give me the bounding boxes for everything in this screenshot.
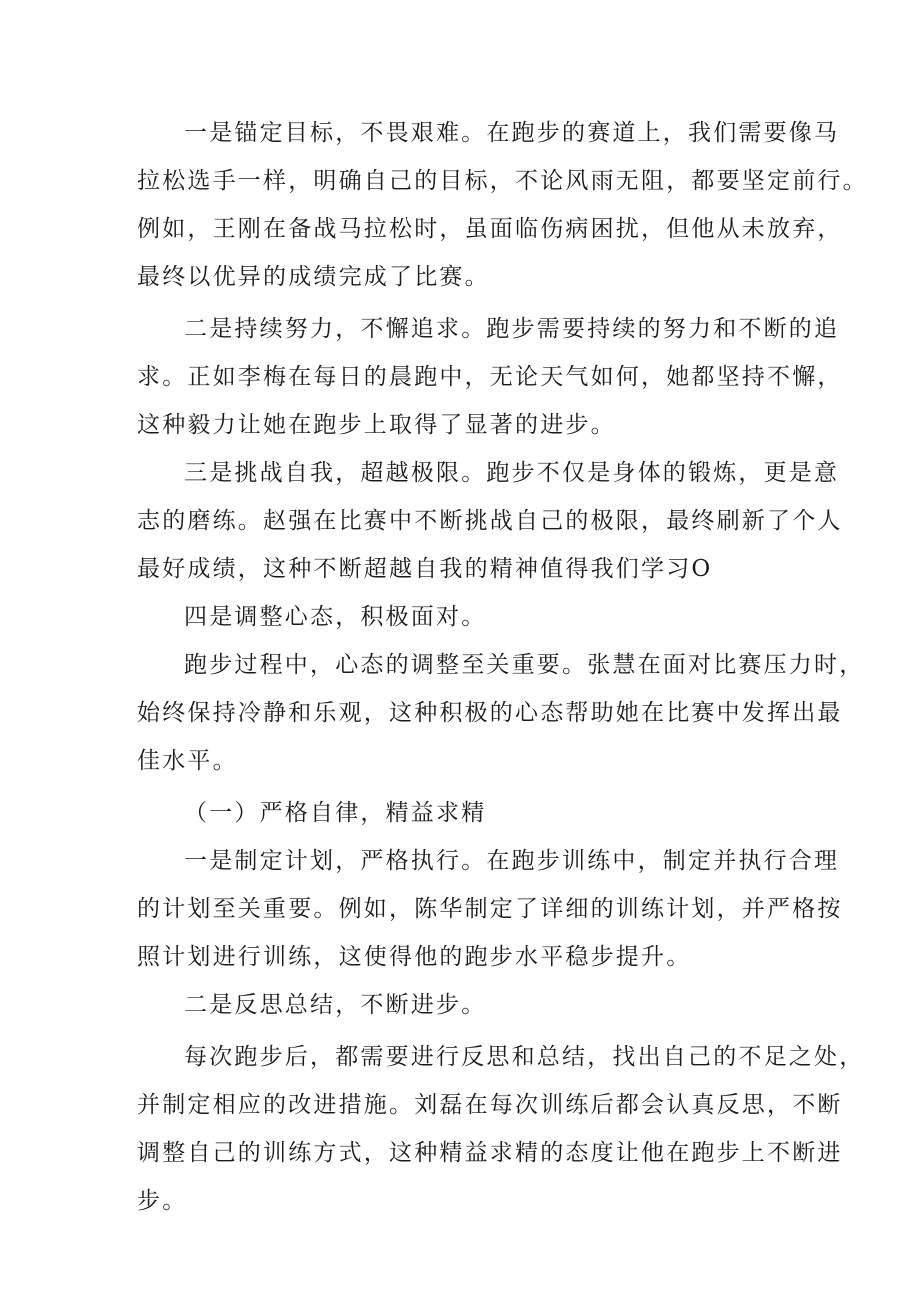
paragraph-5-line-2: 始终保持冷静和乐观，这种积极的心态帮助她在比赛中发挥出最 [137,700,843,726]
paragraph-2-line-1: 二是持续努力，不懈追求。跑步需要持续的努力和不断的追 [184,316,840,342]
paragraph-5-line-1: 跑步过程中，心态的调整至关重要。张慧在面对比赛压力时， [184,652,865,678]
section-heading: （一）严格自律，精益求精 [184,800,487,826]
paragraph-6-line-3: 照计划进行训练，这使得他的跑步水平稳步提升。 [137,944,692,970]
paragraph-3-line-3: 最好成绩，这种不断超越自我的精神值得我们学习O [137,556,713,582]
paragraph-1-line-1: 一是锚定目标，不畏艰难。在跑步的赛道上，我们需要像马 [184,120,840,146]
paragraph-4-heading: 四是调整心态，积极面对。 [184,604,487,630]
paragraph-1-line-4: 最终以优异的成绩完成了比赛。 [137,264,490,290]
paragraph-3-line-2: 志的磨练。赵强在比赛中不断挑战自己的极限，最终刷新了个人 [137,508,843,534]
paragraph-3-line-1: 三是挑战自我，超越极限。跑步不仅是身体的锻炼，更是意 [184,460,840,486]
paragraph-2-line-3: 这种毅力让她在跑步上取得了显著的进步。 [137,412,616,438]
paragraph-1-line-2: 拉松选手一样，明确自己的目标，不论风雨无阻，都要坚定前行。 [137,168,868,194]
paragraph-8-line-2: 并制定相应的改进措施。刘磊在每次训练后都会认真反思，不断 [137,1092,843,1118]
paragraph-6-line-2: 的计划至关重要。例如，陈华制定了详细的训练计划，并严格按 [137,896,843,922]
paragraph-7-heading: 二是反思总结，不断进步。 [184,992,487,1018]
paragraph-1-line-3: 例如，王刚在备战马拉松时，虽面临伤病困扰，但他从未放弃， [137,216,843,242]
paragraph-6-line-1: 一是制定计划，严格执行。在跑步训练中，制定并执行合理 [184,848,840,874]
paragraph-5-line-3: 佳水平。 [137,748,238,774]
paragraph-8-line-3: 调整自己的训练方式，这种精益求精的态度让他在跑步上不断进 [137,1140,843,1166]
paragraph-8-line-4: 步。 [137,1188,188,1214]
paragraph-2-line-2: 求。正如李梅在每日的晨跑中，无论天气如何，她都坚持不懈， [137,364,843,390]
paragraph-8-line-1: 每次跑步后，都需要进行反思和总结，找出自己的不足之处， [184,1044,865,1070]
